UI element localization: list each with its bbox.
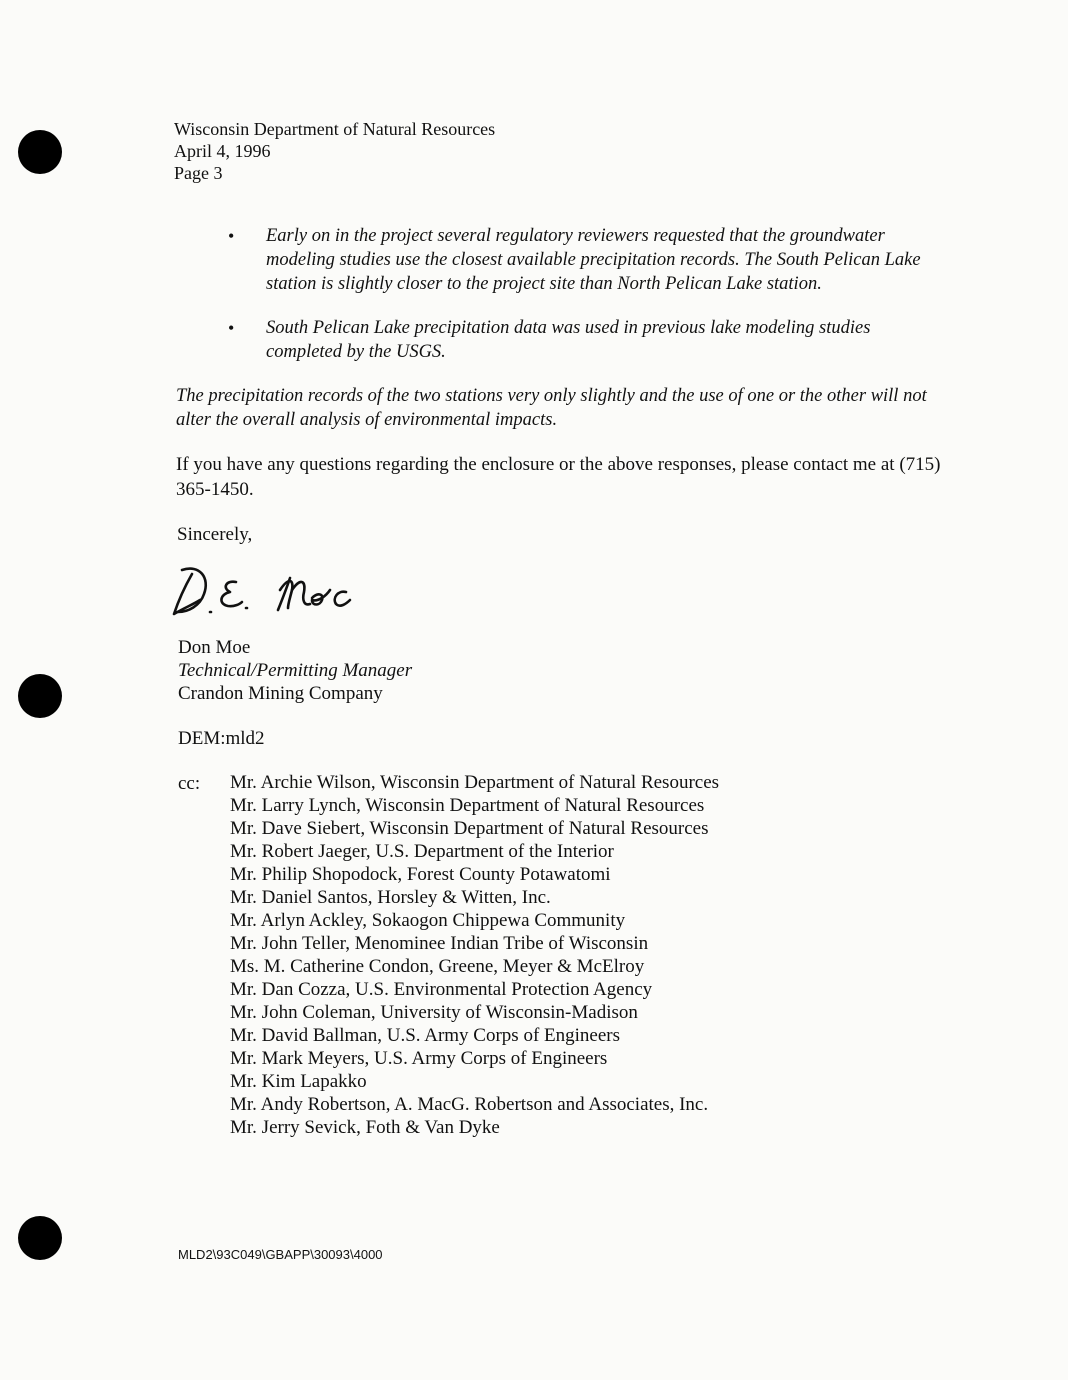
- letter-header: [174, 118, 495, 184]
- signer-name: Don Moe: [178, 637, 251, 658]
- list-item: Mr. Mark Meyers, U.S. Army Corps of Engineers: [230, 1048, 608, 1069]
- list-item: Mr. Robert Jaeger, U.S. Department of the Interior: [230, 841, 614, 862]
- punch-hole-middle: [18, 674, 62, 718]
- list-item: Mr. Dave Siebert, Wisconsin Department of Natural Resources: [230, 818, 709, 839]
- bullet-item-1: [228, 224, 948, 296]
- cc-label: cc:: [178, 773, 201, 794]
- list-item: Mr. John Teller, Menominee Indian Tribe of Wisconsin: [230, 933, 649, 954]
- header-date: April 4, 1996: [174, 141, 271, 161]
- list-item: Mr. Philip Shopodock, Forest County Potawatomi: [230, 864, 611, 885]
- contact-paragraph: If you have any questions regarding the enclosure or the above responses, please contact me at (715) 365-1450.: [176, 454, 941, 500]
- reference-initials: DEM:mld2: [178, 728, 265, 749]
- list-item: Mr. Andy Robertson, A. MacG. Robertson and Associates, Inc.: [230, 1094, 709, 1115]
- list-item: Mr. Archie Wilson, Wisconsin Department of Natural Resources: [230, 772, 720, 793]
- punch-hole-top: [18, 130, 62, 174]
- list-item: Mr. Arlyn Ackley, Sokaogon Chippewa Community: [230, 910, 626, 931]
- header-page-number: Page 3: [174, 163, 223, 183]
- bullet-icon: •: [228, 318, 235, 338]
- signer-company: Crandon Mining Company: [178, 683, 383, 704]
- list-item: Ms. M. Catherine Condon, Greene, Meyer & McElroy: [230, 956, 645, 977]
- signature-block: [178, 636, 412, 705]
- closing-salutation: Sincerely,: [177, 524, 253, 545]
- signer-title: Technical/Permitting Manager: [178, 660, 413, 681]
- bullet-text-1: Early on in the project several regulatory reviewers requested that the groundwater modeling studies use the closest available precipitation records. The South Pelican Lake station is slightly closer to the project site than North Pelican Lake station.: [266, 226, 921, 294]
- italic-paragraph: The precipitation records of the two stations very only slightly and the use of one or the other will not alter the overall analysis of environmental impacts.: [176, 386, 927, 430]
- list-item: Mr. Daniel Santos, Horsley & Witten, Inc.: [230, 887, 551, 908]
- handwritten-signature: [170, 560, 370, 622]
- cc-recipient-list: [230, 771, 719, 1139]
- header-recipient: Wisconsin Department of Natural Resources: [174, 119, 496, 139]
- bullet-icon: •: [228, 226, 235, 246]
- list-item: Mr. David Ballman, U.S. Army Corps of Engineers: [230, 1025, 620, 1046]
- bullet-item-2: [228, 316, 948, 364]
- list-item: Mr. Dan Cozza, U.S. Environmental Protection Agency: [230, 979, 653, 1000]
- list-item: Mr. Kim Lapakko: [230, 1071, 367, 1092]
- bullet-text-2: South Pelican Lake precipitation data was used in previous lake modeling studies completed by the USGS.: [266, 318, 871, 362]
- punch-hole-bottom: [18, 1216, 62, 1260]
- document-path-footer: MLD2\93C049\GBAPP\30093\4000: [178, 1247, 383, 1262]
- list-item: Mr. Jerry Sevick, Foth & Van Dyke: [230, 1117, 500, 1138]
- list-item: Mr. John Coleman, University of Wisconsin-Madison: [230, 1002, 638, 1023]
- list-item: Mr. Larry Lynch, Wisconsin Department of Natural Resources: [230, 795, 705, 816]
